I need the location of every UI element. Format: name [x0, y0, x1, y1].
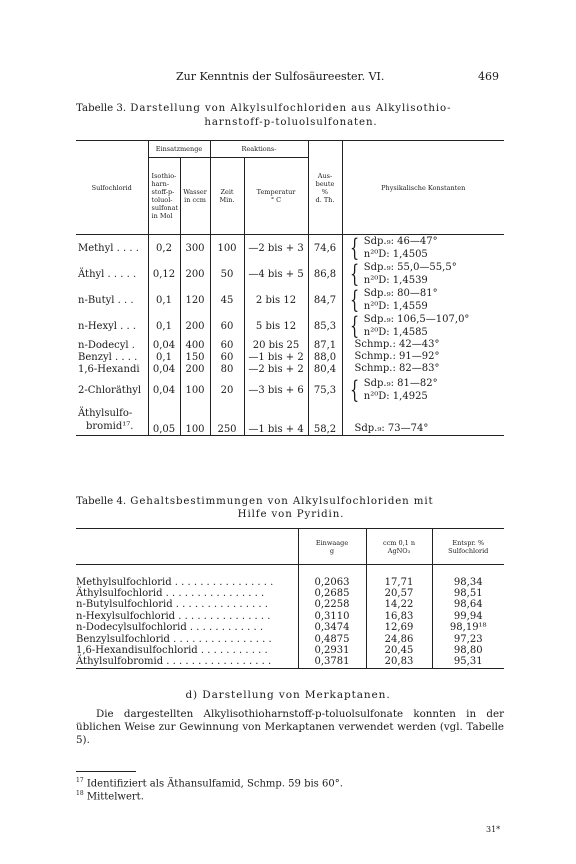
- phys-line2: n²⁰D: 1,4925: [363, 391, 428, 402]
- row-ausbeute: 84,7: [308, 287, 342, 313]
- brace-icon: {: [349, 286, 359, 314]
- row-wasser: 200: [180, 363, 210, 375]
- row-ccm: 17,71: [366, 576, 432, 587]
- col-substanz: [76, 529, 298, 565]
- row-einwaage: 0,2685: [298, 588, 366, 599]
- footnote-17: [76, 777, 343, 789]
- row-temp: —3 bis + 6: [244, 375, 308, 405]
- table4-caption-line1: [76, 496, 506, 507]
- brace-icon: {: [349, 234, 359, 262]
- row-name: n-Dodecyl .: [76, 339, 148, 351]
- row-zeit: 45: [210, 287, 244, 313]
- row-ausbeute: 85,3: [308, 313, 342, 339]
- row-einwaage: 0,3110: [298, 611, 366, 622]
- row-zeit: 20: [210, 375, 244, 405]
- table-row: [76, 588, 504, 599]
- phys-line2: n²⁰D: 1,4539: [363, 275, 428, 286]
- phys-line1: Sdp.₉: 55,0—55,5°: [363, 262, 457, 273]
- col-physikalische-konstanten: Physikalische Konstanten: [381, 183, 466, 192]
- footnote-text: Mittelwert.: [86, 791, 144, 803]
- row-name: n-Butyl . . .: [76, 287, 148, 313]
- table-row: [76, 261, 504, 287]
- row-zeit: 60: [210, 339, 244, 351]
- group-reaktions: Reaktions-: [210, 141, 308, 158]
- row-name: [76, 405, 148, 435]
- running-title: Zur Kenntnis der Sulfosäureester. VI.: [176, 70, 385, 83]
- row-zeit: 60: [210, 313, 244, 339]
- table-row: [76, 287, 504, 313]
- row-name-line1: Äthylsulfo-: [78, 407, 133, 419]
- row-phys: [342, 261, 504, 287]
- row-phys: [342, 375, 504, 405]
- row-temp: —1 bis + 4: [244, 405, 308, 435]
- row-ausbeute: 58,2: [308, 405, 342, 435]
- row-temp: 5 bis 12: [244, 313, 308, 339]
- col-ccm-agno3: ccm 0,1 n AgNO₃: [366, 529, 432, 565]
- row-name: 1,6-Hexandisulfochlorid . . . . . . . . . . .: [76, 645, 298, 656]
- row-mol: 0,04: [148, 363, 180, 375]
- row-einwaage: 0,3781: [298, 656, 366, 668]
- col-entspr: Entspr. % Sulfochlorid: [448, 538, 489, 555]
- footnote-mark: 18: [76, 790, 84, 797]
- row-entspr: 98,80: [453, 644, 483, 656]
- row-phys: Schmp.: 42—43°: [354, 339, 440, 350]
- brace-icon: {: [349, 376, 359, 404]
- running-header: [0, 70, 576, 84]
- table-row: [76, 375, 504, 405]
- table4: [76, 528, 504, 669]
- row-mol: 0,12: [148, 261, 180, 287]
- row-ccm: 20,83: [366, 656, 432, 668]
- row-ccm: 12,69: [366, 622, 432, 633]
- row-wasser: 200: [180, 261, 210, 287]
- row-name: Äthylsulfochlorid . . . . . . . . . . . . . . . .: [76, 588, 298, 599]
- row-entspr: 98,51: [453, 587, 483, 599]
- col-isothio-mol: Isothio- harn- stoff-p- toluol- sulfonat in Mol: [148, 158, 180, 235]
- row-ausbeute: 80,4: [308, 363, 342, 375]
- row-name: 2-Chloräthyl: [76, 375, 148, 405]
- row-name: Benzyl . . . .: [76, 351, 148, 363]
- row-name: Methylsulfochlorid . . . . . . . . . . . . . . . .: [76, 576, 298, 587]
- row-phys: Schmp.: 82—83°: [354, 363, 440, 374]
- row-zeit: 60: [210, 351, 244, 363]
- row-einwaage: 0,4875: [298, 633, 366, 644]
- row-ccm: 24,86: [366, 633, 432, 644]
- row-ausbeute: 86,8: [308, 261, 342, 287]
- col-einwaage: Einwaage g: [298, 529, 366, 565]
- row-zeit: 100: [210, 235, 244, 262]
- row-entspr: 98,64: [453, 599, 483, 611]
- row-zeit: 50: [210, 261, 244, 287]
- table-row: [76, 622, 504, 633]
- row-entspr: 99,94: [453, 610, 483, 622]
- row-ccm: 14,22: [366, 599, 432, 610]
- row-name: Äthylsulfobromid . . . . . . . . . . . . . . . . .: [76, 656, 298, 668]
- footnote-mark: 17: [76, 777, 84, 784]
- brace-icon: {: [349, 312, 359, 340]
- col-wasser: Wasser in ccm: [180, 158, 210, 235]
- row-entspr: 97,23: [453, 633, 483, 645]
- table4-caption-text: Gehaltsbestimmungen von Alkylsulfochloriden mit: [130, 496, 434, 507]
- row-wasser: 120: [180, 287, 210, 313]
- table-row: [76, 235, 504, 262]
- row-wasser: 150: [180, 351, 210, 363]
- footnote-text: Identifiziert als Äthansulfamid, Schmp. 59 bis 60°.: [86, 778, 343, 790]
- table3: [76, 140, 504, 436]
- row-phys: [342, 235, 504, 262]
- row-temp: —4 bis + 5: [244, 261, 308, 287]
- row-ccm: 16,83: [366, 611, 432, 622]
- phys-line1: Sdp.₉: 80—81°: [363, 288, 438, 299]
- row-entspr: 98,19¹⁸: [449, 622, 487, 634]
- table-row: [76, 313, 504, 339]
- table-row: [76, 576, 504, 587]
- table-row: [76, 363, 504, 375]
- group-einsatzmenge: Einsatzmenge: [148, 141, 210, 158]
- table3-caption-label: Tabelle 3.: [76, 103, 127, 114]
- col-zeit: Zeit Min.: [210, 158, 244, 235]
- table3-caption-text: Darstellung von Alkylsulfochloriden aus Alkylisothio-: [130, 103, 452, 114]
- row-ausbeute: 88,0: [308, 351, 342, 363]
- phys-line1: Sdp.₉: 81—82°: [363, 378, 438, 389]
- page-number: 469: [478, 70, 499, 83]
- phys-line2: n²⁰D: 1,4559: [363, 301, 428, 312]
- row-ccm: 20,45: [366, 645, 432, 656]
- row-temp: —1 bis + 2: [244, 351, 308, 363]
- table-row: [76, 656, 504, 668]
- row-temp: —2 bis + 2: [244, 363, 308, 375]
- row-phys: [342, 313, 504, 339]
- col-sulfochlorid: Sulfochlorid: [76, 141, 148, 235]
- row-wasser: 100: [180, 405, 210, 435]
- phys-line2: n²⁰D: 1,4505: [363, 249, 428, 260]
- row-name: Benzylsulfochlorid . . . . . . . . . . . . . . . .: [76, 633, 298, 644]
- table-row: [76, 351, 504, 363]
- row-ausbeute: 87,1: [308, 339, 342, 351]
- row-mol: 0,2: [148, 235, 180, 262]
- section-heading-d: d) Darstellung von Merkaptanen.: [185, 689, 391, 701]
- table-row: [76, 645, 504, 656]
- phys-line1: Sdp.₉: 46—47°: [363, 236, 438, 247]
- table-row: [76, 633, 504, 644]
- row-zeit: 250: [210, 405, 244, 435]
- row-ccm: 20,57: [366, 588, 432, 599]
- row-temp: 2 bis 12: [244, 287, 308, 313]
- col-temperatur: Temperatur ° C: [244, 158, 308, 235]
- table-row: [76, 405, 504, 435]
- row-name: 1,6-Hexandi: [76, 363, 148, 375]
- table-row: [76, 611, 504, 622]
- row-mol: 0,05: [148, 405, 180, 435]
- row-name: n-Dodecylsulfochlorid . . . . . . . . . . . .: [76, 622, 298, 633]
- table-row: [76, 599, 504, 610]
- row-einwaage: 0,3474: [298, 622, 366, 633]
- col-ausbeute: Aus- beute % d. Th.: [308, 141, 342, 235]
- row-mol: 0,04: [148, 339, 180, 351]
- table4-caption-line2: Hilfe von Pyridin.: [237, 509, 345, 520]
- row-einwaage: 0,2063: [298, 576, 366, 587]
- table3-caption-line1: [76, 103, 506, 114]
- row-phys: Sdp.₉: 73—74°: [354, 422, 429, 434]
- row-wasser: 200: [180, 313, 210, 339]
- row-einwaage: 0,2931: [298, 645, 366, 656]
- brace-icon: {: [349, 260, 359, 288]
- footnote-18: [76, 790, 144, 802]
- table4-caption-label: Tabelle 4.: [76, 496, 127, 507]
- row-mol: 0,1: [148, 351, 180, 363]
- row-mol: 0,1: [148, 313, 180, 339]
- row-temp: 20 bis 25: [244, 339, 308, 351]
- row-name: n-Hexylsulfochlorid . . . . . . . . . . . . . . .: [76, 611, 298, 622]
- row-wasser: 100: [180, 375, 210, 405]
- row-name-line2: bromid¹⁷.: [86, 420, 134, 432]
- phys-line1: Sdp.₉: 106,5—107,0°: [363, 314, 470, 325]
- row-mol: 0,04: [148, 375, 180, 405]
- row-wasser: 400: [180, 339, 210, 351]
- row-phys: [342, 287, 504, 313]
- row-ausbeute: 75,3: [308, 375, 342, 405]
- row-ausbeute: 74,6: [308, 235, 342, 262]
- phys-line2: n²⁰D: 1,4585: [363, 327, 428, 338]
- table3-caption-line2: harnstoff-p-toluolsulfonaten.: [204, 117, 378, 128]
- row-name: Methyl . . . .: [76, 235, 148, 262]
- table-row: [76, 339, 504, 351]
- row-name: n-Hexyl . . .: [76, 313, 148, 339]
- row-name: n-Butylsulfochlorid . . . . . . . . . . . . . . .: [76, 599, 298, 610]
- row-einwaage: 0,2258: [298, 599, 366, 610]
- row-mol: 0,1: [148, 287, 180, 313]
- section-d-paragraph: Die dargestellten Alkylisothioharnstoff-p-toluolsulfonate konnten in der üblichen Weise zur Gewinnung von Merkaptanen verwendet werden (vgl. Tabelle 5).: [76, 708, 504, 746]
- row-entspr: 98,34: [453, 576, 483, 588]
- printer-signature: 31*: [486, 825, 501, 834]
- row-temp: —2 bis + 3: [244, 235, 308, 262]
- footnote-divider: [76, 771, 136, 772]
- row-zeit: 80: [210, 363, 244, 375]
- row-wasser: 300: [180, 235, 210, 262]
- row-phys: Schmp.: 91—92°: [354, 351, 440, 362]
- row-name: Äthyl . . . . .: [76, 261, 148, 287]
- row-entspr: 95,31: [453, 656, 483, 668]
